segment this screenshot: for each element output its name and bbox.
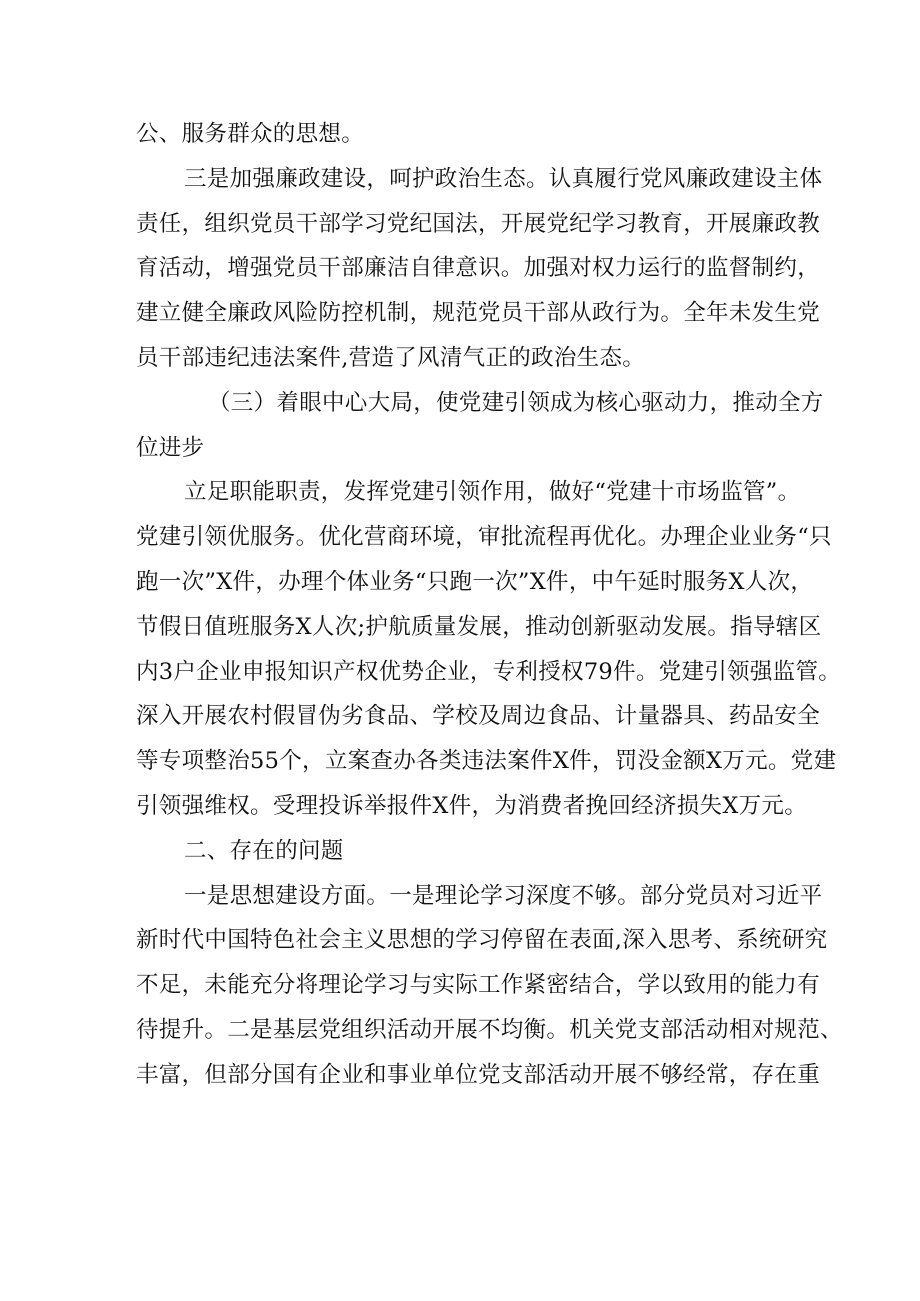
text-line: 丰富，但部分国有企业和事业单位党支部活动开展不够经常，存在重 bbox=[136, 1061, 821, 1088]
text-line: 员干部违纪违法案件,营造了风清气正的政治生态。 bbox=[136, 344, 646, 371]
text-line: 育活动，增强党员干部廉洁自律意识。加强对权力运行的监督制约， bbox=[136, 255, 821, 282]
text-line: 节假日值班服务X人次;护航质量发展，推动创新驱动发展。指导辖区 bbox=[136, 613, 822, 640]
text-line: 引领强维权。受理投诉举报件X件，为消费者挽回经济损失X万元。 bbox=[136, 792, 808, 819]
text-line: 待提升。二是基层党组织活动开展不均衡。机关党支部活动相对规范、 bbox=[136, 1016, 843, 1043]
text-line: 责任，组织党员干部学习党纪国法，开展党纪学习教育，开展廉政教 bbox=[136, 210, 821, 237]
paragraph-first-line: 一是思想建设方面。一是理论学习深度不够。部分党员对习近平 bbox=[184, 882, 823, 909]
paragraph-first-line: 立足职能职责，发挥党建引领作用，做好“党建十市场监管”。 bbox=[184, 479, 801, 506]
text-line: 新时代中国特色社会主义思想的学习停留在表面,深入思考、系统研究 bbox=[136, 927, 828, 954]
text-line: 公、服务群众的思想。 bbox=[136, 121, 365, 147]
document-body bbox=[136, 112, 843, 1098]
text-line: 建立健全廉政风险防控机制，规范党员干部从政行为。全年未发生党 bbox=[136, 300, 821, 327]
text-line: 内3户企业申报知识产权优势企业，专利授权79件。党建引领强监管。 bbox=[136, 658, 842, 685]
text-line: 等专项整治55个，立案查办各类违法案件X件，罚没金额X万元。党建 bbox=[136, 748, 837, 775]
section-heading-continued: 位进步 bbox=[136, 434, 205, 461]
text-line: 深入开展农村假冒伪劣食品、学校及周边食品、计量器具、药品安全 bbox=[136, 703, 821, 730]
paragraph-first-line: 三是加强廉政建设，呵护政治生态。认真履行党风廉政建设主体 bbox=[184, 165, 823, 192]
section-heading: 二、存在的问题 bbox=[184, 837, 344, 864]
text-line: 不足，未能充分将理论学习与实际工作紧密结合，学以致用的能力有 bbox=[136, 972, 821, 999]
text-line: 党建引领优服务。优化营商环境，审批流程再优化。办理企业业务“只 bbox=[136, 524, 832, 551]
section-heading: （三）着眼中心大局，使党建引领成为核心驱动力，推动全方 bbox=[208, 389, 824, 416]
text-line: 跑一次”X件，办理个体业务“只跑一次”X件，中午延时服务X人次， bbox=[136, 568, 814, 595]
